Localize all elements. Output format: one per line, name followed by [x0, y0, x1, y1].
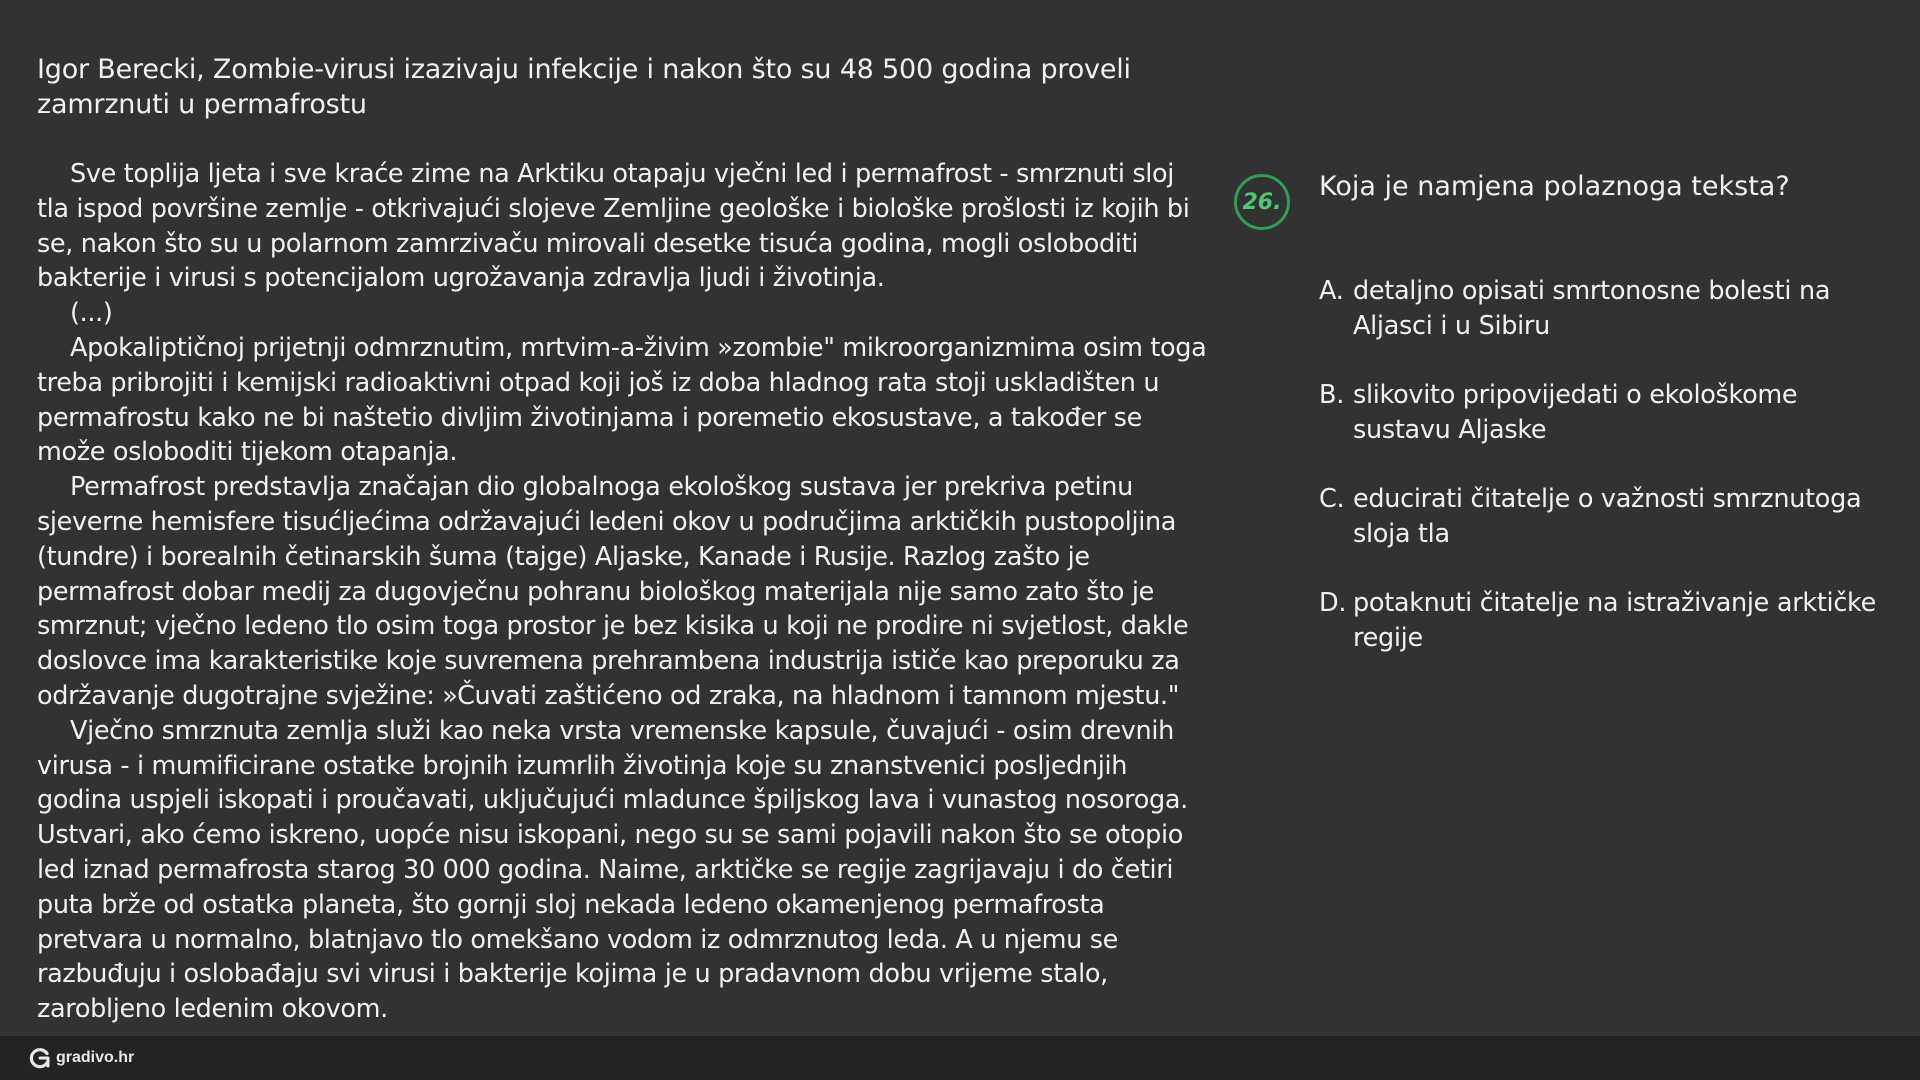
- source-title: Igor Berecki, Zombie-virusi izazivaju infekcije i nakon što su 48 500 godina proveli zamrznuti u permafrostu: [37, 54, 1131, 120]
- option-letter: B.: [1319, 380, 1344, 410]
- answer-option-c[interactable]: [1319, 482, 1889, 551]
- passage-text: [37, 157, 1212, 1027]
- option-text: potaknuti čitatelje na istraživanje arktičke regije: [1353, 588, 1876, 653]
- option-letter: C.: [1319, 484, 1345, 514]
- option-text: slikovito pripovijedati o ekološkome sustavu Aljaske: [1353, 380, 1798, 445]
- footer-bar: [0, 1036, 1920, 1080]
- gradivo-logo-icon: [28, 1046, 52, 1070]
- brand-name: gradivo.hr: [56, 1049, 135, 1066]
- option-text: detaljno opisati smrtonosne bolesti na Aljasci i u Sibiru: [1353, 276, 1831, 341]
- question-text: Koja je namjena polaznoga teksta?: [1319, 171, 1790, 202]
- question-number: 26.: [1242, 189, 1282, 215]
- paragraph: Sve toplija ljeta i sve kraće zime na Arktiku otapaju vječni led i permafrost - smrznuti sloj tla ispod površine zemlje - otkrivajući slojeve Zemljine geološke i biološke prošlosti iz kojih bi se, nakon što su u polarnom zamrzivaču mirovali desetke tisuća godina, mogli osloboditi bakterije i virusi s potencijalom ugrožavanja zdravlja ljudi i životinja.: [37, 159, 1190, 294]
- omission-mark: (...): [70, 298, 113, 329]
- answer-option-a[interactable]: [1319, 274, 1889, 343]
- answer-options: [1319, 274, 1889, 690]
- answer-option-d[interactable]: [1319, 586, 1889, 655]
- paragraph: Vječno smrznuta zemlja služi kao neka vrsta vremenske kapsule, čuvajući - osim drevnih virusa - i mumificirane ostatke brojnih izumrlih životinja koje su znanstvenici posljednjih godina uspjeli iskopati i proučavati, uključujući mladunce špiljskog lava i vunastog nosoroga. Ustvari, ako ćemo iskreno, uopće nisu iskopani, nego su se sami pojavili nakon što se otopio led iznad permafrosta starog 30 000 godina. Naime, arktičke se regije zagrijavaju i do četiri puta brže od ostatka planeta, što gornji sloj nekada ledeno okamenjenog permafrosta pretvara u normalno, blatnjavo tlo omekšano vodom iz odmrznutog leda. A u njemu se razbuđuju i oslobađaju svi virusi i bakterije kojima je u pradavnom dobu vrijeme stalo, zarobljeno ledenim okovom.: [37, 715, 1188, 1025]
- paragraph: Apokaliptičnoj prijetnji odmrznutim, mrtvim-a-živim »zombie" mikroorganizmima osim toga treba pribrojiti i kemijski radioaktivni otpad koji još iz doba hladnog rata stoji uskladišten u permafrostu kako ne bi naštetio divljim životinjama i poremetio ekosustave, a također se može osloboditi tijekom otapanja.: [37, 332, 1207, 468]
- answer-option-b[interactable]: [1319, 378, 1889, 447]
- option-text: educirati čitatelje o važnosti smrznutoga sloja tla: [1353, 484, 1862, 549]
- question-number-badge: [1234, 174, 1290, 230]
- option-letter: D.: [1319, 588, 1347, 618]
- option-letter: A.: [1319, 276, 1344, 306]
- brand-link[interactable]: [28, 1044, 134, 1072]
- paragraph: Permafrost predstavlja značajan dio globalnoga ekološkog sustava jer prekriva petinu sjeverne hemisfere tisućljećima održavajući ledeni okov u područjima arktičkih pustopoljina (tundre) i borealnih četinarskih šuma (tajge) Aljaske, Kanade i Rusije. Razlog zašto je permafrost dobar medij za dugovječnu pohranu biološkog materijala nije samo zato što je smrznut; vječno ledeno tlo osim toga prostor je bez kisika u koji ne prodire ni svjetlost, dakle doslovce ima karakteristike koje suvremena prehrambena industrija ističe kao preporuku za održavanje dugotrajne svježine: »Čuvati zaštićeno od zraka, na hladnom i tamnom mjestu.": [37, 472, 1189, 711]
